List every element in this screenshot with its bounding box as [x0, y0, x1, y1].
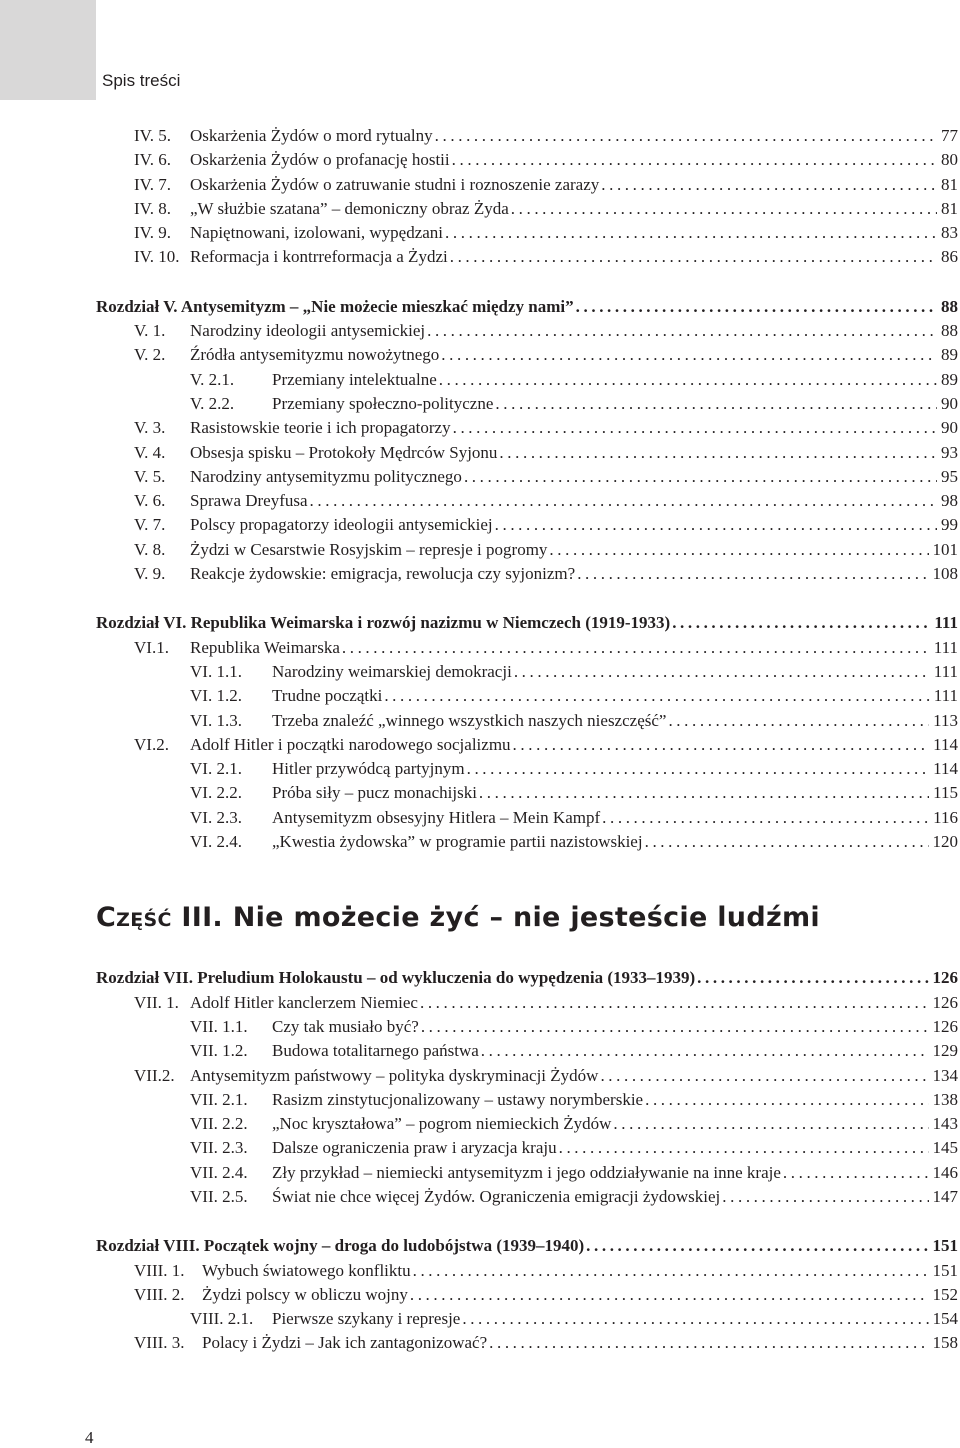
part-label: Część III. [96, 902, 223, 934]
toc-entry-title: Napiętnowani, izolowani, wypędzani [190, 223, 444, 243]
toc-entry[interactable] [96, 1161, 958, 1185]
dot-leader [445, 221, 937, 245]
dot-leader [697, 966, 928, 990]
dot-leader [722, 1185, 928, 1209]
dot-leader [439, 368, 937, 392]
toc-entry-title: Sprawa Dreyfusa [190, 491, 308, 511]
toc-entry-page: 126 [932, 968, 958, 988]
dot-leader [672, 611, 930, 635]
toc-entry-title: Polacy i Żydzi – Jak ich zantagonizować? [202, 1333, 488, 1353]
toc-entry-title: Zły przykład – niemiecki antysemityzm i jego oddziaływanie na inne kraje [272, 1162, 781, 1182]
toc-entry[interactable] [96, 684, 958, 708]
dot-leader [613, 1112, 928, 1136]
toc-entry-number: IV. 10. [134, 247, 180, 267]
toc-entry-page: 120 [932, 832, 958, 852]
toc-entry-page: 113 [933, 710, 958, 730]
toc-entry-title: Antysemityzm państwowy – polityka dyskryminacji Żydów [190, 1065, 599, 1085]
dot-leader [420, 991, 929, 1015]
toc-entry-number: VI. 2.2. [190, 783, 242, 803]
toc-entry-page: 86 [941, 247, 958, 267]
toc-entry-number: IV. 7. [134, 174, 171, 194]
toc-entry[interactable] [96, 991, 958, 1015]
toc-entry-page: 151 [932, 1236, 958, 1256]
dot-leader [464, 465, 937, 489]
dot-leader [421, 1015, 929, 1039]
toc-entry-number: VII. 1.1. [190, 1016, 248, 1036]
toc-entry-page: 158 [932, 1333, 958, 1353]
table-of-contents [96, 124, 958, 1356]
dot-leader [435, 124, 937, 148]
dot-leader [310, 489, 937, 513]
toc-entry[interactable] [96, 709, 958, 733]
toc-entry[interactable] [96, 1039, 958, 1063]
toc-entry-title: Rozdział VIII. Początek wojny – droga do ludobójstwa (1939–1940) [96, 1236, 585, 1256]
toc-entry-page: 111 [933, 661, 958, 681]
part-title [96, 888, 958, 948]
toc-entry-page: 108 [932, 564, 958, 584]
toc-entry-page: 77 [941, 126, 958, 145]
toc-entry-page: 83 [941, 223, 958, 243]
toc-entry-number: V. 1. [134, 321, 166, 341]
toc-chapter-entry[interactable] [96, 611, 958, 635]
dot-leader [410, 1283, 929, 1307]
toc-entry[interactable] [96, 221, 958, 245]
toc-entry-title: Dalsze ograniczenia praw i aryzacja kraju [272, 1138, 557, 1158]
toc-entry-page: 93 [941, 442, 958, 462]
toc-entry-number: V. 2.1. [190, 369, 235, 389]
toc-entry-page: 111 [933, 637, 958, 657]
toc-entry-number: VI.2. [134, 734, 169, 754]
toc-entry-page: 111 [933, 686, 958, 706]
toc-entry-page: 138 [932, 1089, 958, 1109]
toc-entry-number: VI. 1.1. [190, 661, 242, 681]
toc-entry-number: VI. 1.2. [190, 686, 242, 706]
toc-entry[interactable] [96, 148, 958, 172]
toc-entry-title: Budowa totalitarnego państwa [272, 1041, 479, 1061]
toc-section-vi [96, 636, 958, 855]
toc-entry-page: 90 [941, 393, 958, 413]
toc-chapter-entry[interactable] [96, 966, 958, 990]
dot-leader [495, 392, 937, 416]
dot-leader [499, 441, 937, 465]
toc-entry-page: 89 [941, 369, 958, 389]
toc-entry-title: Trzeba znaleźć „winnego wszystkich naszych nieszczęść” [272, 710, 667, 730]
dot-leader [384, 684, 929, 708]
toc-entry[interactable] [96, 124, 958, 148]
toc-entry-number: VIII. 2.1. [190, 1309, 254, 1329]
toc-entry-page: 151 [932, 1260, 958, 1280]
toc-entry-number: V. 9. [134, 564, 166, 584]
toc-entry[interactable] [96, 660, 958, 684]
toc-entry[interactable] [96, 173, 958, 197]
toc-entry[interactable] [96, 538, 958, 562]
dot-leader [645, 830, 929, 854]
toc-entry-number: V. 8. [134, 539, 166, 559]
toc-entry[interactable] [96, 1185, 958, 1209]
toc-entry-page: 88 [941, 321, 958, 341]
toc-entry[interactable] [96, 465, 958, 489]
toc-entry-number: V. 2. [134, 345, 166, 365]
toc-entry[interactable] [96, 1331, 958, 1355]
toc-entry-title: Świat nie chce więcej Żydów. Ograniczenia emigracji żydowskiej [272, 1186, 721, 1206]
toc-entry[interactable] [96, 1015, 958, 1039]
toc-entry-page: 154 [932, 1309, 958, 1329]
toc-entry-number: V. 4. [134, 442, 166, 462]
toc-entry-title: Oskarżenia Żydów o zatruwanie studni i roznoszenie zarazy [190, 174, 600, 194]
toc-entry[interactable] [96, 1088, 958, 1112]
toc-entry-title: Wybuch światowego konfliktu [202, 1260, 411, 1280]
toc-entry-number: IV. 8. [134, 198, 171, 218]
dot-leader [511, 197, 937, 221]
dot-leader [342, 636, 930, 660]
dot-leader [489, 1331, 928, 1355]
toc-section-v [96, 319, 958, 586]
toc-entry[interactable] [96, 319, 958, 343]
dot-leader [576, 295, 937, 319]
toc-entry-page: 115 [933, 783, 958, 803]
toc-entry-title: Czy tak musiało być? [272, 1016, 419, 1036]
dot-leader [495, 513, 937, 537]
toc-entry[interactable] [96, 343, 958, 367]
toc-entry-title: Narodziny weimarskiej demokracji [272, 661, 512, 681]
toc-entry-number: VI.1. [134, 637, 169, 657]
toc-entry[interactable] [96, 416, 958, 440]
toc-entry-number: VII. 1.2. [190, 1041, 248, 1061]
toc-entry-title: Przemiany społeczno-polityczne [272, 393, 494, 413]
toc-entry-title: Żydzi w Cesarstwie Rosyjskim – represje i pogromy [190, 539, 548, 559]
toc-entry-page: 80 [941, 150, 958, 170]
toc-entry[interactable] [96, 1259, 958, 1283]
toc-entry-number: V. 3. [134, 418, 166, 438]
toc-entry-title: „W służbie szatana” – demoniczny obraz Żyda [190, 198, 509, 218]
toc-entry[interactable] [96, 245, 958, 269]
dot-leader [452, 148, 937, 172]
toc-entry-page: 126 [932, 1016, 958, 1036]
toc-entry-page: 89 [941, 345, 958, 365]
dot-leader [450, 245, 937, 269]
toc-entry[interactable] [96, 757, 958, 781]
toc-entry-title: Adolf Hitler i początki narodowego socjalizmu [190, 734, 511, 754]
toc-entry[interactable] [96, 830, 958, 854]
toc-entry-page: 126 [932, 992, 958, 1012]
dot-leader [481, 1039, 929, 1063]
dot-leader [427, 319, 937, 343]
toc-entry-title: Trudne początki [272, 686, 383, 706]
toc-entry-title: Rasistowskie teorie i ich propagatorzy [190, 418, 451, 438]
toc-entry-page: 147 [932, 1186, 958, 1206]
toc-entry-page: 81 [941, 174, 958, 194]
toc-chapter-vii [96, 966, 958, 990]
running-header: Spis treści [102, 71, 181, 90]
toc-entry[interactable] [96, 806, 958, 830]
toc-entry-page: 101 [932, 539, 958, 559]
toc-entry-title: Rozdział V. Antysemityzm – „Nie możecie mieszkać między nami” [96, 296, 574, 316]
toc-entry-title: Reakcje żydowskie: emigracja, rewolucja czy syjonizm? [190, 564, 576, 584]
toc-entry-number: IV. 5. [134, 126, 171, 145]
toc-entry-number: VII. 2.4. [190, 1162, 248, 1182]
toc-entry-number: VIII. 2. [134, 1284, 185, 1304]
dot-leader [602, 806, 929, 830]
part-heading: Nie możecie żyć – nie jesteście ludźmi [232, 902, 820, 934]
toc-entry-number: VII. 2.3. [190, 1138, 248, 1158]
toc-entry-page: 143 [932, 1114, 958, 1134]
toc-entry-page: 88 [941, 296, 958, 316]
page-number: 4 [85, 1428, 94, 1447]
toc-entry-title: Narodziny ideologii antysemickiej [190, 321, 426, 341]
dot-leader [645, 1088, 928, 1112]
toc-entry-title: Narodziny antysemityzmu politycznego [190, 466, 462, 486]
toc-entry[interactable] [96, 1307, 958, 1331]
toc-entry-number: IV. 6. [134, 150, 171, 170]
toc-entry-number: VIII. 3. [134, 1333, 185, 1353]
dot-leader [462, 1307, 928, 1331]
toc-entry-page: 134 [932, 1065, 958, 1085]
dot-leader [514, 660, 930, 684]
toc-chapter-entry[interactable] [96, 295, 958, 319]
toc-entry[interactable] [96, 1112, 958, 1136]
toc-entry-title: Polscy propagatorzy ideologii antysemickiej [190, 515, 493, 535]
header-sidebar-block [0, 0, 96, 100]
toc-entry[interactable] [96, 781, 958, 805]
toc-entry-number: VI. 2.4. [190, 832, 242, 852]
toc-entry-page: 114 [933, 734, 958, 754]
toc-section-vii [96, 991, 958, 1210]
toc-entry-title: Hitler przywódcą partyjnym [272, 759, 465, 779]
toc-entry-title: Oskarżenia Żydów o mord rytualny [190, 126, 433, 145]
toc-entry-page: 129 [932, 1041, 958, 1061]
toc-entry-title: Obsesja spisku – Protokoły Mędrców Syjonu [190, 442, 498, 462]
toc-entry-title: Adolf Hitler kanclerzem Niemiec [190, 992, 418, 1012]
toc-entry-number: VI. 2.1. [190, 759, 242, 779]
toc-entry-number: VIII. 1. [134, 1260, 185, 1280]
toc-entry[interactable] [96, 636, 958, 660]
toc-entry[interactable] [96, 368, 958, 392]
toc-entry-number: V. 6. [134, 491, 166, 511]
dot-leader [559, 1136, 929, 1160]
toc-entry-title: Żydzi polscy w obliczu wojny [202, 1284, 408, 1304]
toc-chapter-vi [96, 611, 958, 635]
toc-entry-title: Oskarżenia Żydów o profanację hostii [190, 150, 450, 170]
toc-entry-title: Reformacja i kontrreformacja a Żydzi [190, 247, 448, 267]
toc-entry-page: 90 [941, 418, 958, 438]
toc-entry-page: 114 [933, 759, 958, 779]
toc-entry-number: V. 2.2. [190, 393, 235, 413]
toc-entry-number: VII. 2.2. [190, 1114, 248, 1134]
toc-entry-title: Pierwsze szykany i represje [272, 1309, 461, 1329]
dot-leader [783, 1161, 929, 1185]
toc-entry-page: 146 [932, 1162, 958, 1182]
toc-entry-page: 145 [932, 1138, 958, 1158]
toc-chapter-v [96, 295, 958, 319]
dot-leader [413, 1259, 929, 1283]
toc-entry-page: 98 [941, 491, 958, 511]
toc-entry-number: VI. 2.3. [190, 807, 242, 827]
toc-entry-title: Rozdział VI. Republika Weimarska i rozwój nazizmu w Niemczech (1919-1933) [96, 613, 671, 633]
toc-entry-title: Antysemityzm obsesyjny Hitlera – Mein Kampf [272, 807, 601, 827]
dot-leader [549, 538, 928, 562]
toc-entry-title: Republika Weimarska [190, 637, 340, 657]
toc-section-viii [96, 1259, 958, 1356]
toc-entry-number: IV. 9. [134, 223, 171, 243]
toc-entry[interactable] [96, 1064, 958, 1088]
toc-entry-title: Próba siły – pucz monachijski [272, 783, 477, 803]
toc-entry[interactable] [96, 513, 958, 537]
toc-entry-number: VII. 2.5. [190, 1186, 248, 1206]
dot-leader [513, 733, 930, 757]
toc-entry-number: VII.2. [134, 1065, 175, 1085]
toc-entry[interactable] [96, 562, 958, 586]
toc-entry-number: V. 7. [134, 515, 166, 535]
toc-entry[interactable] [96, 441, 958, 465]
dot-leader [668, 709, 929, 733]
toc-entry-page: 116 [933, 807, 958, 827]
dot-leader [467, 757, 930, 781]
toc-entry-page: 95 [941, 466, 958, 486]
dot-leader [600, 1064, 928, 1088]
toc-entry[interactable] [96, 1136, 958, 1160]
toc-entry[interactable] [96, 392, 958, 416]
toc-chapter-entry[interactable] [96, 1234, 958, 1258]
toc-entry[interactable] [96, 1283, 958, 1307]
toc-entry-title: „Noc kryształowa” – pogrom niemieckich Żydów [272, 1114, 612, 1134]
toc-entry-title: Rozdział VII. Preludium Holokaustu – od wykluczenia do wypędzenia (1933–1939) [96, 968, 696, 988]
toc-entry-page: 152 [932, 1284, 958, 1304]
dot-leader [441, 343, 937, 367]
toc-entry-title: Źródła antysemityzmu nowożytnego [190, 345, 440, 365]
toc-entry-page: 111 [934, 613, 958, 633]
dot-leader [601, 173, 937, 197]
dot-leader [586, 1234, 928, 1258]
toc-entry-page: 81 [941, 198, 958, 218]
toc-entry-title: Przemiany intelektualne [272, 369, 437, 389]
toc-chapter-viii [96, 1234, 958, 1258]
dot-leader [577, 562, 928, 586]
toc-entry[interactable] [96, 489, 958, 513]
toc-entry[interactable] [96, 197, 958, 221]
toc-section-iv [96, 124, 958, 270]
dot-leader [479, 781, 929, 805]
toc-entry-number: V. 5. [134, 466, 166, 486]
dot-leader [453, 416, 937, 440]
toc-entry-number: VII. 2.1. [190, 1089, 248, 1109]
toc-entry-page: 99 [941, 515, 958, 535]
toc-entry-title: Rasizm zinstytucjonalizowany – ustawy norymberskie [272, 1089, 644, 1109]
toc-entry-title: „Kwestia żydowska” w programie partii nazistowskiej [272, 832, 643, 852]
toc-entry[interactable] [96, 733, 958, 757]
toc-entry-number: VI. 1.3. [190, 710, 242, 730]
toc-entry-number: VII. 1. [134, 992, 179, 1012]
